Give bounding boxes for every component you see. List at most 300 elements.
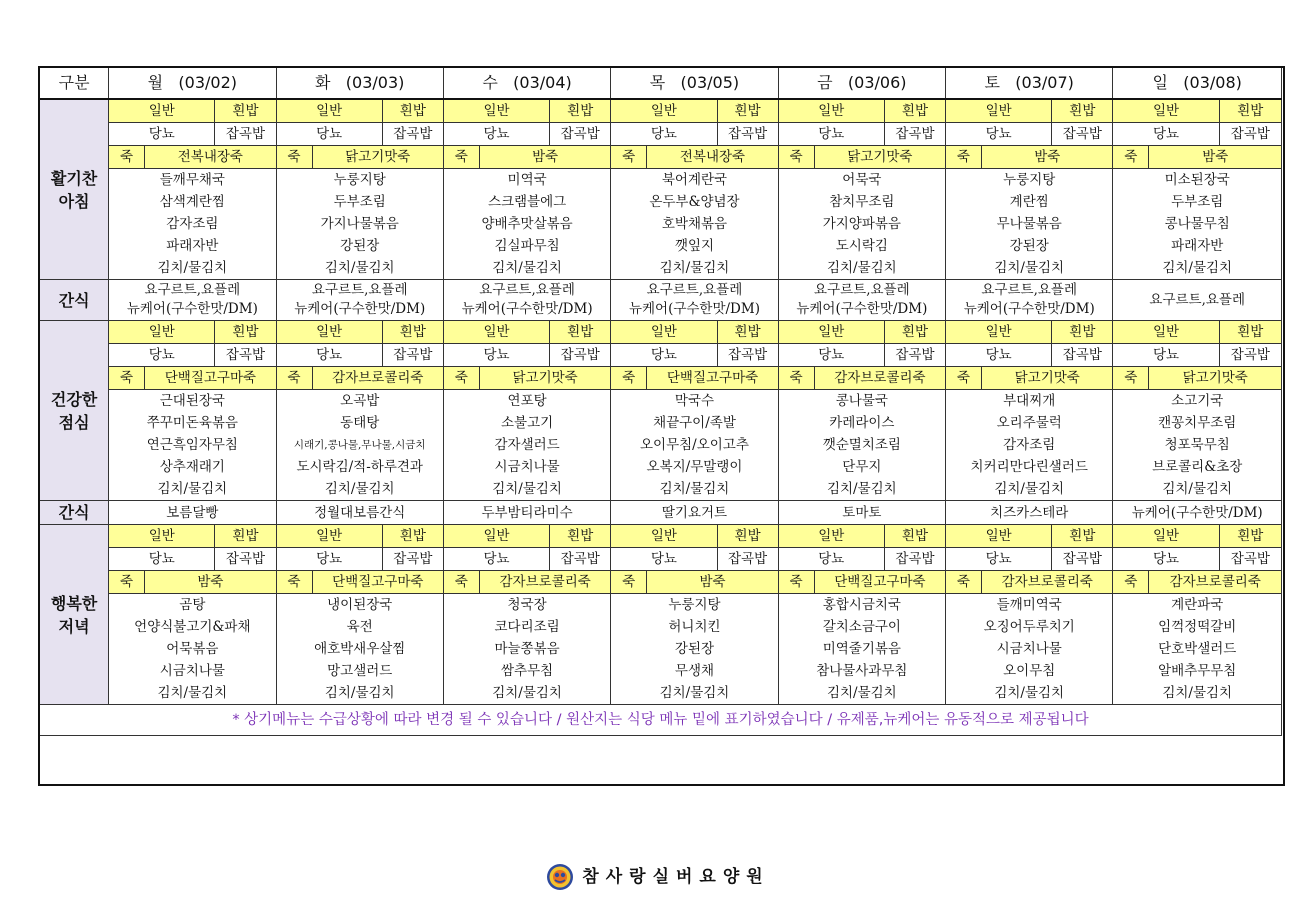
rice-white: 흰밥 — [717, 321, 778, 344]
snack-item: 뉴케어(구수한맛/DM) — [126, 301, 258, 317]
dish-item: 소불고기 — [443, 412, 610, 434]
rice-diabetic: 당뇨 — [109, 548, 215, 571]
dish-row — [40, 213, 1282, 235]
snack-item: 요구르트,요플레 — [981, 282, 1077, 298]
rice-general: 일반 — [611, 99, 717, 123]
porridge-label: 죽 — [443, 146, 479, 169]
dish-item: 김치/물김치 — [946, 478, 1113, 501]
dish-item: 연근흑임자무침 — [109, 434, 276, 456]
snack-item: 요구르트,요플레 — [144, 282, 241, 298]
dish-item: 김치/물김치 — [611, 682, 778, 705]
rice-diabetic: 당뇨 — [946, 123, 1052, 146]
dish-item: 청포묵무침 — [1113, 434, 1282, 456]
porridge-row — [40, 367, 1282, 390]
rice-general: 일반 — [1113, 321, 1219, 344]
dish-item: 두부조림 — [276, 191, 443, 213]
dish-row — [40, 191, 1282, 213]
porridge-label: 죽 — [1113, 367, 1149, 390]
porridge-row — [40, 571, 1282, 594]
rice-diabetic: 당뇨 — [611, 548, 717, 571]
rice-diabetic: 당뇨 — [778, 548, 884, 571]
snack-item: 요구르트,요플레 — [814, 282, 910, 298]
dish-item: 연포탕 — [443, 390, 610, 413]
rice-general: 일반 — [109, 99, 215, 123]
dish-item: 오복지/무말랭이 — [611, 456, 778, 478]
rice-white: 흰밥 — [550, 99, 611, 123]
snack-item: 요구르트,요플레 — [646, 282, 743, 298]
dish-row — [40, 169, 1282, 192]
rice-mixed-grain: 잡곡밥 — [215, 548, 276, 571]
dish-item: 누룽지탕 — [276, 169, 443, 192]
snack-row-afternoon — [40, 501, 1282, 525]
porridge-label: 죽 — [443, 367, 479, 390]
rice-white: 흰밥 — [215, 99, 276, 123]
dish-item: 곰탕 — [109, 594, 276, 617]
day-name: 월 — [147, 73, 164, 92]
rice-general: 일반 — [778, 525, 884, 548]
snack-item: 뉴케어(구수한맛/DM) — [1113, 501, 1282, 525]
dish-row — [40, 257, 1282, 280]
rice-mixed-grain: 잡곡밥 — [550, 548, 611, 571]
dish-item: 김치/물김치 — [611, 257, 778, 280]
rice-diabetic: 당뇨 — [276, 548, 382, 571]
rice-mixed-grain: 잡곡밥 — [550, 344, 611, 367]
dish-item: 망고샐러드 — [276, 660, 443, 682]
rice-white: 흰밥 — [550, 525, 611, 548]
dish-item: 쌈추무침 — [443, 660, 610, 682]
rice-mixed-grain: 잡곡밥 — [550, 123, 611, 146]
dish-item: 가지나물볶음 — [276, 213, 443, 235]
dish-row — [40, 412, 1282, 434]
dish-item: 참나물사과무침 — [778, 660, 945, 682]
dish-item: 허니치킨 — [611, 616, 778, 638]
porridge-name: 밤죽 — [1149, 146, 1282, 169]
dish-item: 언양식불고기&파채 — [109, 616, 276, 638]
porridge-name: 감자브로콜리죽 — [479, 571, 610, 594]
snack-item: 정월대보름간식 — [276, 501, 443, 525]
rice-diabetic: 당뇨 — [611, 344, 717, 367]
rice-white: 흰밥 — [717, 99, 778, 123]
meal-section-label: 활기찬 아침 — [40, 99, 109, 280]
day-name: 금 — [817, 73, 833, 92]
rice-white: 흰밥 — [382, 99, 443, 123]
rice-mixed-grain: 잡곡밥 — [884, 344, 945, 367]
rice-diabetic: 당뇨 — [443, 548, 549, 571]
dish-item: 감자샐러드 — [443, 434, 610, 456]
dish-item: 파래자반 — [1113, 235, 1282, 257]
dish-item: 김치/물김치 — [946, 257, 1113, 280]
dish-item: 냉이된장국 — [276, 594, 443, 617]
dish-item: 근대된장국 — [109, 390, 276, 413]
rice-white: 흰밥 — [215, 321, 276, 344]
dish-item: 김치/물김치 — [276, 682, 443, 705]
rice-general: 일반 — [109, 321, 215, 344]
meal-section-label: 건강한 점심 — [40, 321, 109, 501]
day-date: (03/08) — [1183, 73, 1242, 92]
rice-mixed-grain: 잡곡밥 — [717, 344, 778, 367]
rice-white: 흰밥 — [550, 321, 611, 344]
dish-item: 무나물볶음 — [946, 213, 1113, 235]
rice-general: 일반 — [778, 321, 884, 344]
porridge-name: 전복내장죽 — [647, 146, 778, 169]
dish-item: 김치/물김치 — [443, 257, 610, 280]
porridge-label: 죽 — [276, 571, 312, 594]
dish-item: 양배추맛살볶음 — [443, 213, 610, 235]
dish-item: 오리주물럭 — [946, 412, 1113, 434]
rice-general: 일반 — [443, 525, 549, 548]
dish-item: 김치/물김치 — [109, 257, 276, 280]
dish-item: 부대찌개 — [946, 390, 1113, 413]
dish-item: 오곡밥 — [276, 390, 443, 413]
rice-white: 흰밥 — [1219, 525, 1281, 548]
porridge-label: 죽 — [1113, 571, 1149, 594]
snack-item-cell — [1113, 280, 1282, 321]
dish-item: 단호박샐러드 — [1113, 638, 1282, 660]
porridge-name: 닭고기맛죽 — [312, 146, 443, 169]
snack-item: 요구르트,요플레 — [311, 282, 408, 298]
snack-section-label: 간식 — [40, 280, 109, 321]
dish-item: 누룽지탕 — [946, 169, 1113, 192]
porridge-label: 죽 — [611, 146, 647, 169]
dish-row — [40, 434, 1282, 456]
rice-general: 일반 — [946, 99, 1052, 123]
rice-general: 일반 — [276, 99, 382, 123]
dish-item: 미역줄기볶음 — [778, 638, 945, 660]
dish-item: 김치/물김치 — [1113, 478, 1282, 501]
dish-item: 감자조림 — [109, 213, 276, 235]
porridge-name: 밤죽 — [647, 571, 778, 594]
dish-item: 육전 — [276, 616, 443, 638]
rice-diabetic: 당뇨 — [1113, 548, 1219, 571]
dish-item: 두부조림 — [1113, 191, 1282, 213]
rice-white: 흰밥 — [884, 321, 945, 344]
snack-item: 두부밤티라미수 — [443, 501, 610, 525]
rice-white: 흰밥 — [382, 321, 443, 344]
day-header — [109, 68, 276, 100]
snack-item: 토마토 — [778, 501, 945, 525]
rice-diabetic: 당뇨 — [611, 123, 717, 146]
dish-item: 온두부&양념장 — [611, 191, 778, 213]
dish-row — [40, 390, 1282, 413]
porridge-name: 밤죽 — [479, 146, 610, 169]
porridge-name: 감자브로콜리죽 — [814, 367, 945, 390]
rice-general: 일반 — [109, 525, 215, 548]
snack-item: 뉴케어(구수한맛/DM) — [628, 301, 760, 317]
porridge-name: 단백질고구마죽 — [647, 367, 778, 390]
rice-mixed-grain: 잡곡밥 — [1219, 123, 1281, 146]
rice-white: 흰밥 — [1219, 321, 1281, 344]
porridge-name: 전복내장죽 — [145, 146, 276, 169]
day-name: 목 — [649, 73, 666, 92]
header-label: 구분 — [40, 68, 109, 100]
porridge-name: 감자브로콜리죽 — [1149, 571, 1282, 594]
rice-row-general — [40, 321, 1282, 344]
porridge-name: 닭고기맛죽 — [982, 367, 1113, 390]
dish-item: 김치/물김치 — [778, 478, 945, 501]
rice-general: 일반 — [778, 99, 884, 123]
notice-text: * 상기메뉴는 수급상황에 따라 변경 될 수 있습니다 / 원산지는 식당 메뉴 밑에 표기하였습니다 / 유제품,뉴케어는 유동적으로 제공됩니다 — [40, 705, 1282, 736]
rice-row-diabetic — [40, 548, 1282, 571]
rice-diabetic: 당뇨 — [109, 123, 215, 146]
dish-item: 들깨미역국 — [946, 594, 1113, 617]
dish-item: 무생채 — [611, 660, 778, 682]
dish-item: 오이무침 — [946, 660, 1113, 682]
porridge-label: 죽 — [946, 367, 982, 390]
dish-item: 강된장 — [276, 235, 443, 257]
dish-item: 김치/물김치 — [1113, 682, 1282, 705]
snack-row-morning — [40, 280, 1282, 321]
day-name: 화 — [315, 73, 331, 92]
porridge-name: 감자브로콜리죽 — [982, 571, 1113, 594]
dish-item: 브로콜리&초장 — [1113, 456, 1282, 478]
dish-item: 누룽지탕 — [611, 594, 778, 617]
dish-item: 채끝구이/족발 — [611, 412, 778, 434]
rice-mixed-grain: 잡곡밥 — [884, 548, 945, 571]
porridge-label: 죽 — [109, 367, 145, 390]
dish-item: 동태탕 — [276, 412, 443, 434]
rice-mixed-grain: 잡곡밥 — [1219, 548, 1281, 571]
header-row — [40, 68, 1282, 100]
dish-item: 카레라이스 — [778, 412, 945, 434]
day-date: (03/06) — [847, 73, 907, 92]
dish-item: 치커리만다린샐러드 — [946, 456, 1113, 478]
rice-white: 흰밥 — [884, 525, 945, 548]
dish-row — [40, 616, 1282, 638]
weekly-menu-table — [39, 67, 1282, 736]
rice-mixed-grain: 잡곡밥 — [884, 123, 945, 146]
org-name: 참사랑실버요양원 — [582, 867, 770, 887]
rice-mixed-grain: 잡곡밥 — [717, 548, 778, 571]
rice-general: 일반 — [443, 321, 549, 344]
porridge-name: 밤죽 — [145, 571, 276, 594]
porridge-name: 단백질고구마죽 — [145, 367, 276, 390]
dish-item: 김치/물김치 — [1113, 257, 1282, 280]
dish-row — [40, 478, 1282, 501]
dish-item: 단무지 — [778, 456, 945, 478]
rice-diabetic: 당뇨 — [276, 123, 382, 146]
rice-diabetic: 당뇨 — [443, 123, 549, 146]
rice-mixed-grain: 잡곡밥 — [1219, 344, 1281, 367]
snack-item-cell — [109, 280, 276, 321]
dish-item: 파래자반 — [109, 235, 276, 257]
dish-item: 미역국 — [443, 169, 610, 192]
porridge-name: 닭고기맛죽 — [814, 146, 945, 169]
snack-section-label: 간식 — [40, 501, 109, 525]
dish-item: 삼색계란찜 — [109, 191, 276, 213]
dish-row — [40, 638, 1282, 660]
porridge-name: 단백질고구마죽 — [814, 571, 945, 594]
dish-item: 김치/물김치 — [946, 682, 1113, 705]
snack-item: 보름달빵 — [109, 501, 276, 525]
dish-item: 청국장 — [443, 594, 610, 617]
dish-item: 김실파무침 — [443, 235, 610, 257]
dish-item: 김치/물김치 — [443, 478, 610, 501]
dish-row — [40, 682, 1282, 705]
porridge-label: 죽 — [276, 146, 312, 169]
dish-item: 김치/물김치 — [109, 478, 276, 501]
day-name: 일 — [1152, 73, 1168, 92]
porridge-label: 죽 — [778, 367, 814, 390]
dish-item: 마늘쫑볶음 — [443, 638, 610, 660]
dish-item: 상추재래기 — [109, 456, 276, 478]
dish-item: 김치/물김치 — [778, 257, 945, 280]
porridge-label: 죽 — [611, 571, 647, 594]
dish-item: 김치/물김치 — [109, 682, 276, 705]
dish-item: 강된장 — [611, 638, 778, 660]
dish-item: 코다리조림 — [443, 616, 610, 638]
rice-general: 일반 — [611, 525, 717, 548]
dish-item: 감자조림 — [946, 434, 1113, 456]
rice-general: 일반 — [946, 321, 1052, 344]
porridge-label: 죽 — [109, 146, 145, 169]
rice-diabetic: 당뇨 — [109, 344, 215, 367]
rice-white: 흰밥 — [1052, 321, 1113, 344]
dish-item: 계란파국 — [1113, 594, 1282, 617]
snack-item-cell — [946, 280, 1113, 321]
dish-item: 가지양파볶음 — [778, 213, 945, 235]
dish-item: 캔꽁치무조림 — [1113, 412, 1282, 434]
rice-diabetic: 당뇨 — [946, 548, 1052, 571]
dish-item: 김치/물김치 — [276, 257, 443, 280]
rice-white: 흰밥 — [382, 525, 443, 548]
dish-item: 소고기국 — [1113, 390, 1282, 413]
footer — [0, 862, 1316, 891]
meal-section-label: 행복한 저녁 — [40, 525, 109, 705]
dish-item: 강된장 — [946, 235, 1113, 257]
snack-item: 치즈카스테라 — [946, 501, 1113, 525]
day-header — [778, 68, 945, 100]
rice-general: 일반 — [276, 321, 382, 344]
rice-mixed-grain: 잡곡밥 — [1052, 548, 1113, 571]
dish-item: 갈치소금구이 — [778, 616, 945, 638]
dish-item: 스크램블에그 — [443, 191, 610, 213]
snack-item: 뉴케어(구수한맛/DM) — [461, 301, 593, 317]
snack-item: 요구르트,요플레 — [479, 282, 575, 298]
rice-general: 일반 — [443, 99, 549, 123]
dish-item: 호박채볶음 — [611, 213, 778, 235]
porridge-label: 죽 — [611, 367, 647, 390]
rice-mixed-grain: 잡곡밥 — [382, 123, 443, 146]
day-header — [443, 68, 610, 100]
porridge-name: 밤죽 — [982, 146, 1113, 169]
dish-item: 김치/물김치 — [276, 478, 443, 501]
rice-diabetic: 당뇨 — [778, 123, 884, 146]
rice-mixed-grain: 잡곡밥 — [382, 344, 443, 367]
porridge-name: 감자브로콜리죽 — [312, 367, 443, 390]
dish-item: 콩나물국 — [778, 390, 945, 413]
rice-row-general — [40, 99, 1282, 123]
dish-item: 시금치나물 — [443, 456, 610, 478]
rice-mixed-grain: 잡곡밥 — [382, 548, 443, 571]
dish-item: 오이무침/오이고추 — [611, 434, 778, 456]
rice-row-general — [40, 525, 1282, 548]
porridge-label: 죽 — [109, 571, 145, 594]
dish-item: 알배추무무침 — [1113, 660, 1282, 682]
dish-row — [40, 235, 1282, 257]
rice-diabetic: 당뇨 — [1113, 123, 1219, 146]
day-header — [946, 68, 1113, 100]
rice-white: 흰밥 — [1052, 525, 1113, 548]
porridge-label: 죽 — [443, 571, 479, 594]
dish-item: 콩나물무침 — [1113, 213, 1282, 235]
dish-item: 오징어두루치기 — [946, 616, 1113, 638]
rice-white: 흰밥 — [215, 525, 276, 548]
porridge-name: 닭고기맛죽 — [479, 367, 610, 390]
dish-item: 시래기,콩나물,무나물,시금치 — [276, 434, 443, 456]
dish-row — [40, 594, 1282, 617]
rice-white: 흰밥 — [717, 525, 778, 548]
rice-mixed-grain: 잡곡밥 — [1052, 344, 1113, 367]
rice-general: 일반 — [946, 525, 1052, 548]
porridge-label: 죽 — [946, 146, 982, 169]
dish-item: 시금치나물 — [946, 638, 1113, 660]
dish-item: 들깨무채국 — [109, 169, 276, 192]
snack-item: 뉴케어(구수한맛/DM) — [294, 301, 426, 317]
rice-mixed-grain: 잡곡밥 — [215, 344, 276, 367]
dish-item: 북어계란국 — [611, 169, 778, 192]
porridge-label: 죽 — [1113, 146, 1149, 169]
rice-general: 일반 — [1113, 99, 1219, 123]
rice-general: 일반 — [276, 525, 382, 548]
dish-item: 홍합시금치국 — [778, 594, 945, 617]
day-date: (03/04) — [513, 73, 572, 92]
dish-item: 김치/물김치 — [778, 682, 945, 705]
rice-diabetic: 당뇨 — [443, 344, 549, 367]
rice-mixed-grain: 잡곡밥 — [215, 123, 276, 146]
rice-white: 흰밥 — [1052, 99, 1113, 123]
porridge-name: 단백질고구마죽 — [312, 571, 443, 594]
day-date: (03/03) — [345, 73, 405, 92]
rice-diabetic: 당뇨 — [778, 344, 884, 367]
dish-item: 김치/물김치 — [443, 682, 610, 705]
day-date: (03/02) — [178, 73, 237, 92]
day-header — [276, 68, 443, 100]
dish-item: 시금치나물 — [109, 660, 276, 682]
rice-general: 일반 — [611, 321, 717, 344]
day-date: (03/07) — [1015, 73, 1074, 92]
rice-diabetic: 당뇨 — [276, 344, 382, 367]
dish-item: 도시락김 — [778, 235, 945, 257]
snack-item: 딸기요거트 — [611, 501, 778, 525]
day-date: (03/05) — [680, 73, 740, 92]
porridge-label: 죽 — [946, 571, 982, 594]
dish-item: 어묵볶음 — [109, 638, 276, 660]
porridge-label: 죽 — [778, 146, 814, 169]
rice-general: 일반 — [1113, 525, 1219, 548]
porridge-label: 죽 — [276, 367, 312, 390]
notice-row — [40, 705, 1282, 736]
rice-mixed-grain: 잡곡밥 — [717, 123, 778, 146]
dish-item: 막국수 — [611, 390, 778, 413]
snack-item-cell — [611, 280, 778, 321]
snack-item-cell — [276, 280, 443, 321]
dish-item: 깻잎지 — [611, 235, 778, 257]
dish-item: 김치/물김치 — [611, 478, 778, 501]
dish-row — [40, 456, 1282, 478]
porridge-row — [40, 146, 1282, 169]
day-name: 토 — [984, 73, 1001, 92]
dish-item: 도시락김/적-하루견과 — [276, 456, 443, 478]
rice-mixed-grain: 잡곡밥 — [1052, 123, 1113, 146]
dish-item: 애호박새우살찜 — [276, 638, 443, 660]
rice-row-diabetic — [40, 123, 1282, 146]
day-name: 수 — [482, 73, 498, 92]
dish-item: 임꺽정떡갈비 — [1113, 616, 1282, 638]
dish-item: 미소된장국 — [1113, 169, 1282, 192]
snack-item-cell — [778, 280, 945, 321]
snack-item-cell — [443, 280, 610, 321]
porridge-label: 죽 — [778, 571, 814, 594]
